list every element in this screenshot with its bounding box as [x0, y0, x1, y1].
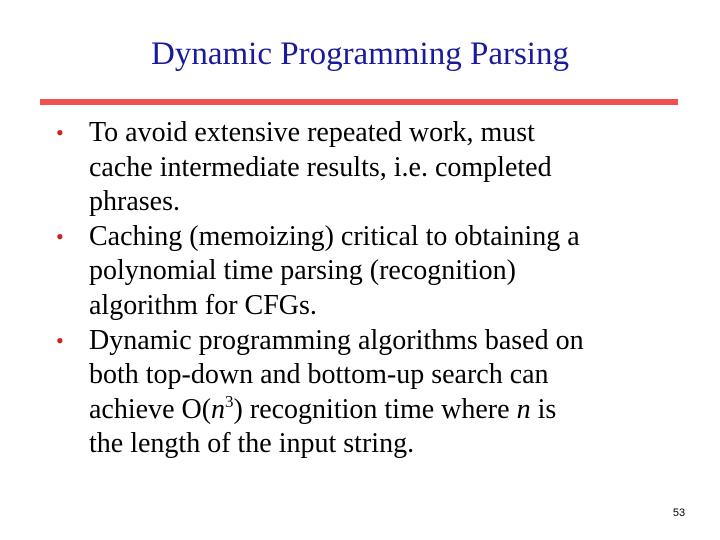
bullet-line: Dynamic programming algorithms based on: [89, 324, 584, 356]
bullet-line: the length of the input string.: [89, 428, 415, 460]
text-segment: is: [530, 393, 557, 425]
bullet-line: both top-down and bottom-up search can: [89, 359, 549, 391]
bullet-icon: •: [56, 223, 64, 249]
bullet-icon: •: [56, 120, 64, 145]
bullet-line: phrases.: [89, 186, 180, 218]
text-segment: ) recognition time where: [233, 393, 517, 425]
bullet-item-2: [56, 220, 676, 324]
bullet-line: Caching (memoizing) critical to obtaining a: [89, 220, 580, 252]
bullet-line-complexity: [89, 393, 676, 428]
bullet-list: [56, 116, 676, 462]
bullet-item-1: [56, 116, 676, 220]
bullet-line: To avoid extensive repeated work, must: [89, 117, 535, 148]
variable-n: n: [211, 393, 226, 425]
slide-title: Dynamic Programming Parsing: [151, 36, 569, 72]
page-number: 53: [672, 507, 686, 519]
variable-n: n: [516, 393, 531, 425]
bullet-item-3: [56, 324, 676, 462]
exponent: 3: [225, 391, 234, 411]
title-underline: [40, 99, 678, 105]
text-segment: achieve O(: [89, 393, 212, 425]
bullet-icon: •: [56, 327, 64, 353]
bullet-line: polynomial time parsing (recognition): [89, 255, 516, 287]
bullet-line: algorithm for CFGs.: [89, 289, 317, 321]
bullet-line: cache intermediate results, i.e. completed: [89, 151, 552, 183]
